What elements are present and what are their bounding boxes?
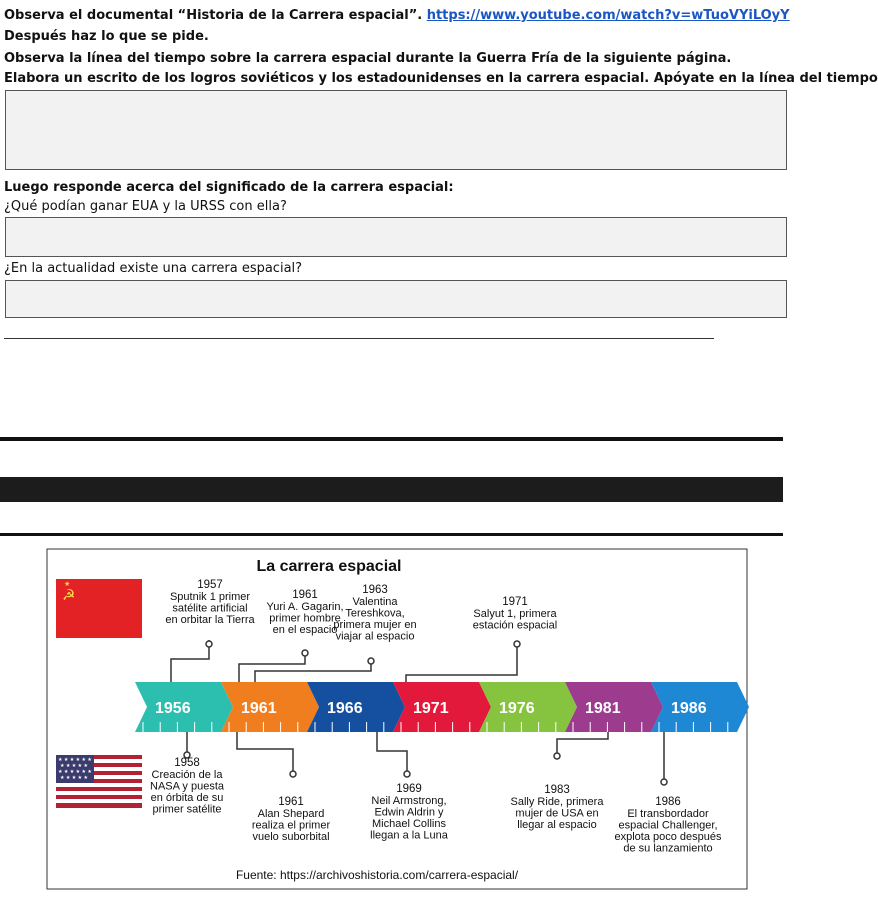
usa-event-line: El transbordador [627, 808, 709, 820]
ussr-event-line: Tereshkova, [345, 607, 405, 620]
page-divider-band [0, 477, 783, 502]
documentary-link[interactable]: https://www.youtube.com/watch?v=wTuoVYiLOyY [426, 8, 790, 23]
answer-box-1[interactable] [5, 217, 787, 257]
timeline-title: La carrera espacial [256, 558, 402, 575]
question-1: ¿Qué podían ganar EUA y la URSS con ella? [4, 199, 287, 214]
ussr-event-line: Yuri A. Gagarin, [266, 601, 344, 613]
instruction-line-3: Observa la línea del tiempo sobre la carrera espacial durante la Guerra Fría de la siguiente página. [4, 51, 732, 66]
usa-event-year: 1983 [544, 784, 570, 796]
usa-event-line: explota poco después [614, 831, 722, 843]
usa-event-line: llegan a la Luna [370, 829, 448, 842]
usa-event-year: 1986 [655, 796, 681, 808]
usa-event-line: llegar al espacio [517, 819, 597, 831]
page-divider-top [0, 437, 783, 441]
timeline-year-1966: 1966 [327, 700, 363, 717]
timeline-year-1981: 1981 [585, 700, 621, 717]
svg-text:★ ★ ★ ★ ★: ★ ★ ★ ★ ★ [60, 775, 88, 781]
ussr-event-line: primer hombre [269, 612, 341, 625]
usa-event-line: en órbita de su [150, 792, 224, 804]
page-divider-bottom [0, 533, 783, 536]
ussr-event-line: Sputnik 1 primer [169, 591, 251, 603]
essay-answer-box[interactable] [5, 90, 787, 170]
usa-event-line: NASA y puesta [150, 780, 224, 793]
star-icon: ★ [64, 581, 71, 588]
svg-text:★ ★ ★ ★ ★: ★ ★ ★ ★ ★ [60, 763, 88, 769]
usa-event-line: vuelo suborbital [252, 831, 330, 843]
answer-box-2[interactable] [5, 280, 787, 318]
section-heading: Luego responde acerca del significado de la carrera espacial: [4, 180, 454, 195]
svg-text:★ ★ ★ ★ ★ ★: ★ ★ ★ ★ ★ ★ [58, 769, 92, 775]
instruction-line-1 [4, 8, 790, 23]
ussr-event-line: Valentina [352, 596, 398, 608]
ussr-event-year: 1971 [502, 596, 528, 608]
usa-event-line: Creación de la [151, 769, 223, 781]
timeline-year-1961: 1961 [241, 700, 277, 717]
usa-event-year: 1961 [278, 796, 304, 808]
ussr-event-line: primera mujer en [333, 619, 417, 631]
ussr-event-line: Salyut 1, primera [473, 608, 557, 620]
ussr-event-line: viajar al espacio [335, 630, 415, 643]
usa-flag [56, 755, 142, 808]
usa-event-line: realiza el primer [251, 819, 331, 832]
usa-event-line: Sally Ride, primera [510, 796, 604, 808]
underline-divider [4, 338, 714, 339]
hammer-sickle-icon: ☭ [62, 587, 76, 604]
timeline-year-1971: 1971 [413, 700, 449, 717]
timeline-year-1956: 1956 [155, 700, 191, 717]
usa-event-line: Neil Armstrong, [371, 795, 447, 807]
instruction-line-2: Después haz lo que se pide. [4, 29, 209, 44]
usa-event-line: mujer de USA en [515, 807, 599, 820]
space-race-timeline [47, 549, 747, 889]
usa-event-year: 1958 [174, 757, 200, 769]
usa-event-year: 1969 [396, 783, 422, 795]
usa-event-line: espacial Challenger, [618, 819, 718, 832]
timeline-year-1986: 1986 [671, 700, 707, 717]
timeline-arrow [135, 682, 749, 732]
usa-event-line: de su lanzamiento [623, 842, 713, 855]
usa-event-line: Edwin Aldrin y [374, 806, 444, 819]
ussr-flag [56, 579, 142, 638]
ussr-event-line: estación espacial [472, 619, 558, 632]
ussr-event-line: satélite artificial [172, 602, 248, 615]
ussr-event-line: en el espacio [272, 624, 338, 636]
usa-event-line: Alan Shepard [257, 808, 325, 820]
ussr-event-year: 1961 [292, 589, 318, 601]
question-2: ¿En la actualidad existe una carrera espacial? [4, 261, 303, 276]
instruction-text: Observa el documental “Historia de la Carrera espacial”. [4, 8, 427, 23]
svg-text:★ ★ ★ ★ ★ ★: ★ ★ ★ ★ ★ ★ [58, 757, 92, 763]
usa-event-line: Michael Collins [372, 818, 446, 830]
instruction-line-4: Elabora un escrito de los logros soviéticos y los estadounidenses en la carrera espacial. Apóyate en la línea del tiempo [4, 71, 878, 86]
ussr-event-year: 1957 [197, 579, 223, 591]
ussr-event-line: en orbitar la Tierra [165, 614, 255, 626]
timeline-year-1976: 1976 [499, 700, 535, 717]
timeline-source: Fuente: https://archivoshistoria.com/carrera-espacial/ [235, 868, 519, 882]
usa-event-line: primer satélite [152, 803, 222, 816]
ussr-event-year: 1963 [362, 584, 388, 596]
